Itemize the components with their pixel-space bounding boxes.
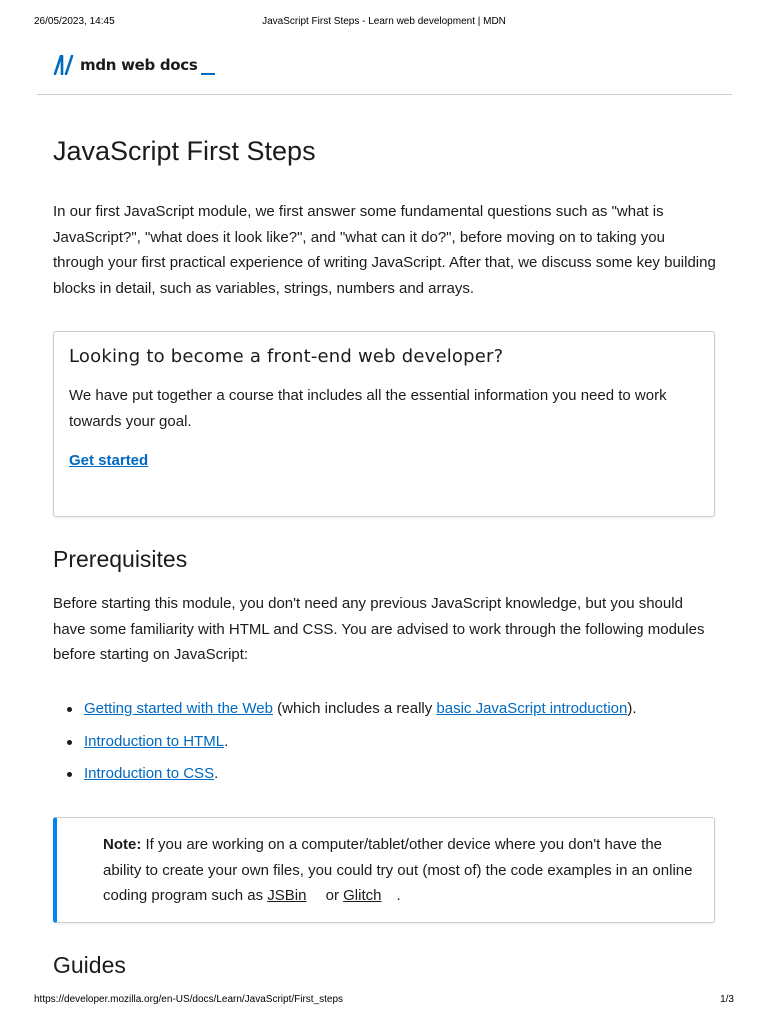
- get-started-link[interactable]: Get started: [69, 452, 149, 469]
- getting-started-link[interactable]: Getting started with the Web: [84, 700, 273, 717]
- mdn-logo-icon: [53, 55, 75, 75]
- list-item-end: .: [224, 732, 229, 750]
- intro-css-link[interactable]: Introduction to CSS: [84, 765, 215, 783]
- print-url: https://developer.mozilla.org/en-US/docs/Learn/JavaScript/First_steps: [34, 994, 344, 1005]
- prerequisites-list: [53, 696, 717, 794]
- print-header: [0, 16, 768, 30]
- bullet-icon: [67, 707, 72, 712]
- note-text: [103, 832, 703, 909]
- list-item-end: ).: [627, 700, 637, 717]
- note-callout: [53, 817, 715, 923]
- prerequisites-text: Before starting this module, you don't need any previous JavaScript knowledge, but you should have some familiarity with HTML and CSS. You are advised to work through the following modules before starting on JavaScript:: [53, 595, 705, 664]
- logo-cursor-icon: [201, 73, 215, 75]
- list-item: [53, 761, 717, 794]
- print-date: 26/05/2023, 14:45: [34, 16, 115, 27]
- intro-html-link[interactable]: Introduction to HTML: [84, 732, 225, 750]
- list-item-end: .: [214, 765, 219, 783]
- prerequisites-heading: Prerequisites: [53, 546, 188, 572]
- logo-text: mdn web docs: [80, 56, 198, 74]
- list-item: [53, 696, 717, 729]
- print-title: JavaScript First Steps - Learn web development | MDN: [262, 16, 506, 27]
- intro-paragraph: In our first JavaScript module, we first answer some fundamental questions such as "what is JavaScript?", "what does it look like?", and "what can it do?", before moving on to taking you through your first practical experience of writing JavaScript. After that, we discuss some key building blocks in detail, such as variables, strings, numbers and arrays.: [53, 203, 716, 297]
- basic-js-intro-link[interactable]: basic JavaScript introduction: [436, 700, 628, 717]
- bullet-icon: [67, 740, 72, 745]
- page-title: JavaScript First Steps: [53, 136, 316, 166]
- note-label: Note:: [103, 836, 142, 853]
- course-callout: [53, 331, 715, 517]
- bullet-icon: [67, 772, 72, 777]
- print-page-number: 1/3: [720, 994, 734, 1005]
- list-item-text: (which includes a really: [273, 700, 437, 717]
- print-footer: [0, 994, 768, 1008]
- note-or: or: [321, 887, 344, 905]
- list-item: [53, 729, 717, 762]
- glitch-link[interactable]: Glitch: [343, 887, 382, 905]
- site-header: [37, 52, 732, 95]
- guides-heading: Guides: [53, 952, 126, 978]
- note-end: .: [396, 887, 401, 905]
- mdn-logo[interactable]: [53, 54, 215, 76]
- callout-text: We have put together a course that includes all the essential information you need to work towards your goal.: [69, 387, 667, 430]
- callout-title: Looking to become a front-end web developer?: [69, 346, 504, 367]
- note-body: If you are working on a computer/tablet/other device where you don't have the ability to create your own files, you could try out (most of) the code examples in an online coding program such as: [103, 836, 693, 905]
- jsbin-link[interactable]: JSBin: [267, 887, 307, 905]
